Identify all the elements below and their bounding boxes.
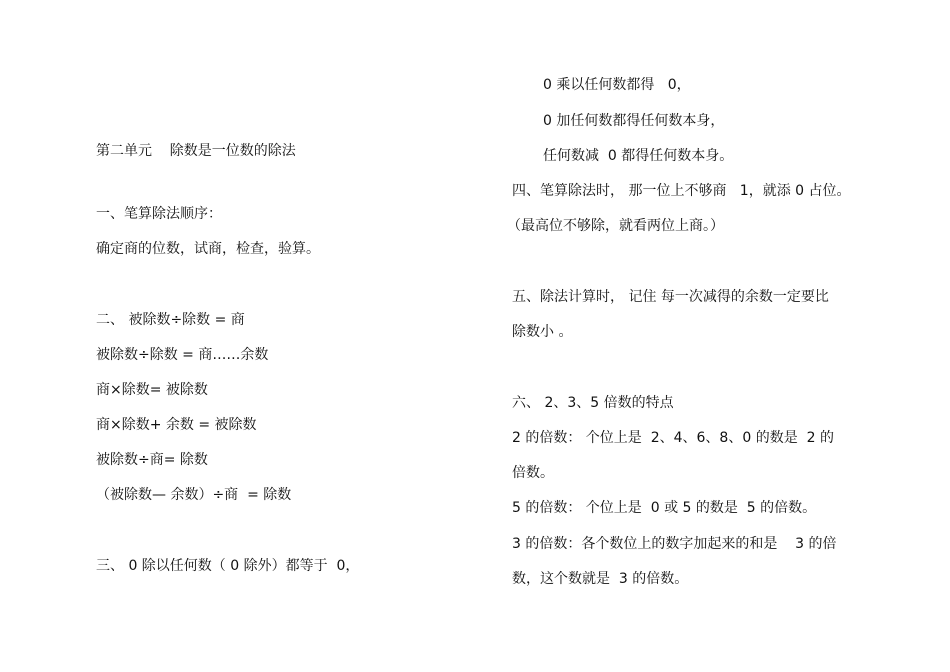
section6-heading: 六、 2、3、5 倍数的特点	[512, 395, 674, 411]
section3-line: 任何数减 0 都得任何数本身。	[543, 148, 734, 164]
section6-line: 2 的倍数： 个位上是 2、4、6、8、0 的数是 2 的	[512, 430, 834, 446]
section2-line: （被除数— 余数）÷商 = 除数	[96, 487, 292, 503]
section3-line: 0 乘以任何数都得 0，	[543, 77, 691, 93]
section1-body: 确定商的位数，试商，检查，验算。	[96, 241, 320, 257]
section6-line: 5 的倍数： 个位上是 0 或 5 的数是 5 的倍数。	[512, 500, 817, 516]
section3-line: 0 加任何数都得任何数本身，	[543, 113, 725, 129]
section2-line: 被除数÷除数 = 商……余数	[96, 347, 269, 363]
section6-line: 数，这个数就是 3 的倍数。	[512, 571, 689, 587]
section6-line: 倍数。	[512, 465, 554, 481]
section4-note: （最高位不够除，就看两位上商。）	[507, 218, 724, 234]
section3-heading: 三、 0 除以任何数（ 0 除外）都等于 0，	[96, 558, 360, 574]
section2-line: 商×除数= 被除数	[96, 382, 208, 398]
section2-line: 被除数÷商= 除数	[96, 452, 208, 468]
section4-line: 四、笔算除法时， 那一位上不够商 1，就添 0 占位。	[512, 183, 851, 199]
section6-line: 3 的倍数：各个数位上的数字加起来的和是 3 的倍	[512, 536, 837, 552]
unit-title: 第二单元 除数是一位数的除法	[96, 143, 296, 159]
section1-heading: 一、笔算除法顺序：	[96, 206, 222, 222]
section5-line: 五、除法计算时， 记住 每一次减得的余数一定要比	[512, 289, 829, 305]
section2-line: 商×除数+ 余数 = 被除数	[96, 417, 257, 433]
section5-line: 除数小 。	[512, 324, 573, 340]
section2-heading: 二、 被除数÷除数 = 商	[96, 312, 245, 328]
